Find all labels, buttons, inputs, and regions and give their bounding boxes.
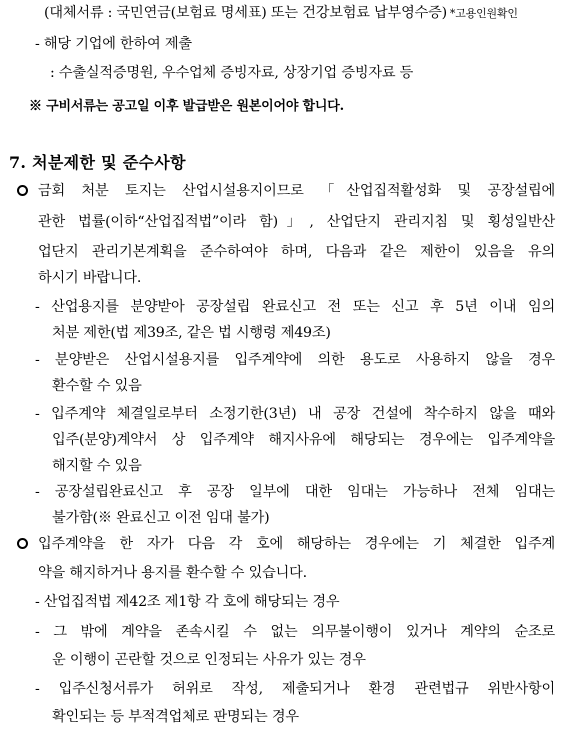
- section-title: 7. 처분제한 및 준수사항: [9, 153, 186, 172]
- intro-line-3: : 수출실적증명원, 우수업체 증빙자료, 상장기업 증빙자료 등: [50, 65, 414, 81]
- intro-line-2: - 해당 기업에 한하여 제출: [35, 36, 192, 52]
- item1-sub3-line-1: - 입주계약 체결일로부터 소정기한(3년) 내 공장 건설에 착수하지 않을 때와: [35, 406, 555, 422]
- item1-sub2-line-2: 환수할 수 있음: [52, 378, 142, 394]
- intro-employment-note: *고용인원확인: [449, 7, 518, 20]
- item2-line-1: 입주계약을 한 자가 다음 각 호에 해당하는 경우에는 기 체결한 입주계: [38, 536, 555, 552]
- item1-line-4: 하시기 바랍니다.: [38, 270, 142, 286]
- intro-line-1: [44, 4, 518, 23]
- item2-sub2-line-1: - 그 밖에 계약을 존속시킬 수 없는 의무불이행이 있거나 계약의 순조로: [35, 624, 555, 640]
- intro-alternative-documents: (대체서류 : 국민연금(보험료 명세표) 또는 건강보험료 납부영수증): [44, 5, 447, 21]
- circle-bullet-icon: [17, 185, 28, 196]
- item2-sub3-line-1: - 입주신청서류가 허위로 작성, 제출되거나 환경 관련법규 위반사항이: [35, 681, 555, 697]
- item1-sub1-line-2: 처분 제한(법 제39조, 같은 법 시행령 제49조): [52, 325, 331, 341]
- item1-sub4-line-2: 불가함(※ 완료신고 이전 임대 불가): [52, 510, 270, 526]
- item1-line-1: 금회 처분 토지는 산업시설용지이므로 「산업집적활성화 및 공장설립에: [38, 183, 555, 199]
- item1-sub3-line-3: 해지할 수 있음: [52, 458, 142, 474]
- item1-sub4-line-1: - 공장설립완료신고 후 공장 일부에 대한 임대는 가능하나 전체 임대는: [35, 484, 555, 500]
- circle-bullet-icon: [17, 538, 28, 549]
- item1-sub1-line-1: - 산업용지를 분양받아 공장설립 완료신고 전 또는 신고 후 5년 이내 임의: [35, 299, 555, 315]
- item1-sub2-line-1: - 분양받은 산업시설용지를 입주계약에 의한 용도로 사용하지 않을 경우: [35, 352, 555, 368]
- item2-sub3-line-2: 확인되는 등 부적격업체로 판명되는 경우: [52, 709, 299, 725]
- item2-line-2: 약을 해지하거나 용지를 환수할 수 있습니다.: [38, 565, 307, 581]
- original-document-notice: ※ 구비서류는 공고일 이후 발급받은 원본이어야 합니다.: [29, 99, 344, 114]
- item1-line-3: 업단지 관리기본계획을 준수하여야 하며, 다음과 같은 제한이 있음을 유의: [38, 244, 555, 260]
- item1-line-2: 관한 법률(이하“산업집적법”이라 함)」, 산업단지 관리지침 및 횡성일반산: [38, 214, 555, 230]
- item2-sub1-line-1: - 산업집적법 제42조 제1항 각 호에 해당되는 경우: [35, 594, 340, 610]
- item1-sub3-line-2: 입주(분양)계약서 상 입주계약 해지사유에 해당되는 경우에는 입주계약을: [52, 432, 555, 448]
- item2-sub2-line-2: 운 이행이 곤란할 것으로 인정되는 사유가 있는 경우: [52, 652, 366, 668]
